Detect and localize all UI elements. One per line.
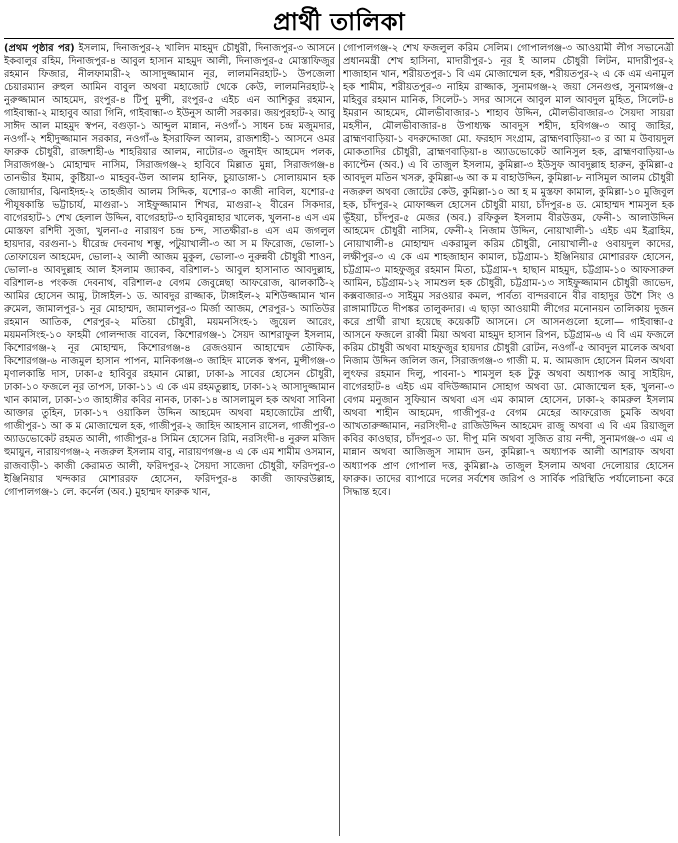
page-header [4,0,674,36]
article-column-right [343,42,674,838]
article-text-right: গোপালগঞ্জ-২ শেখ ফজলুল করিম সেলিম। গোপালগঞ্জ-৩ আওয়ামী লীগ সভানেত্রী প্রধানমন্ত্রী শেখ হাসিনা, মাদারীপুর-১ নূর ই আলম চৌধুরী লিটন, মাদারীপুর-২ শাজাহান খান, শরীয়তপুর-১ বি এম মোজাম্মেল হক, শরীয়তপুর-২ এ কে এম এনামুল হক শামীম, শরীয়তপুর-৩ নাহিম রাজ্জাক, সুনামগঞ্জ-২ জয়া সেনগুপ্ত, সুনামগঞ্জ-৫ মহিবুর রহমান মানিক, সিলেট-১ সদর আসনে আবুল মাল আবদুল মুহিত, সিলেট-৪ ইমরান আহমেদ, মৌলভীবাজার-১ শাহাব উদ্দিন, মৌলভীবাজার-৩ সৈয়দা সায়রা মহসীন, মৌলভীবাজার-৪ উপাধ্যক্ষ আবদুস শহীদ, হবিগঞ্জ-৩ আবু জাহির, ব্রাহ্মণবাড়িয়া-১ বদরুদ্দোজা মো. ফরহাদ সংগ্রাম, ব্রাহ্মণবাড়িয়া-৩ র আ ম উবায়দুল মোকতাদির চৌধুরী, ব্রাহ্মণবাড়িয়া-৪ অ্যাডভোকেট আনিসুল হক, ব্রাহ্মণবাড়িয়া-৬ ক্যাপ্টেন (অব.) এ বি তাজুল ইসলাম, কুমিল্লা-৩ ইউসুফ আবদুল্লাহ হারুন, কুমিল্লা-৫ আবদুল মতিন খসরু, কুমিল্লা-৬ আ ক ম বাহাউদ্দিন, কুমিল্লা-৮ নাসিমুল আলম চৌধুরী নজরুল অথবা জোটের কেউ, কুমিল্লা-১০ আ হ ম মুস্তফা কামাল, কুমিল্লা-১০ মুজিবুল হক, চাঁদপুর-২ মোফাজ্জল হোসেন চৌধুরী মায়া, চাঁদপুর-৪ ড. মোহাম্মদ শামসুল হক ভূঁইয়া, চাঁদপুর-৫ মেজর (অব.) রফিকুল ইসলাম বীরউত্তম, ফেনী-১ আলাউদ্দিন আহমেদ চৌধুরী নাসিম, ফেনী-২ নিজাম উদ্দিন, নোয়াখালী-১ এইচ এম ইব্রাহিম, নোয়াখালী-৪ মোহাম্মদ একরামুল করিম চৌধুরী, নোয়াখালী-৫ ওবায়দুল কাদের, লক্ষীপুর-৩ এ কে এম শাহজাহান কামাল, চট্টগ্রাম-১ ইঞ্জিনিয়ার মোশাররফ হোসেন, চট্টগ্রাম-৩ মাহফুজুর রহমান মিতা, চট্টগ্রাম-৭ হাছান মাহমুদ, চট্টগ্রাম-১০ আফসারুল আমিন, চট্টগ্রাম-১২ সামশুল হক চৌধুরী, চট্টগ্রাম-১৩ সাইফুজ্জামান চৌধুরী জাভেদ, কক্সবাজার-৩ সাইমুম সরওয়ার কমল, পার্বত্য বান্দরবানে বীর বাহাদুর উশৈ সিং ও রাঙ্গামাটিতে দীপঙ্কর তালুকদার। এ ছাড়া আওয়ামী লীগের মনোনয়ন তালিকায় দুজন করে প্রার্থী রাখা হয়েছে কয়েকটি আসনে। সে আসনগুলো হলো— গাইবান্ধা-৫ আসনে ফজলে রাব্বী মিয়া অথবা মাহমুদ হাসান রিপন, চট্টগ্রাম-৬ এ বি এম ফজলে করিম চৌধুরী অথবা মাহফুজুর হায়দার চৌধুরী রোটন, নওগাঁ-৫ আবদুল মালেক অথবা নিজাম উদ্দিন জলিল জন, সিরাজগঞ্জ-৩ গাজী ম. ম. আমজাদ হোসেন মিলন অথবা লুৎফর রহমান দিলু, পাবনা-১ শামসুল হক টুকু অথবা অধ্যাপক আবু সাইয়িদ, বাগেরহাট-৪ এইচ এম বদিউজ্জামান সোহাগ অথবা ডা. মোজাম্মেল হক, খুলনা-৩ বেগম মনুজান সুফিয়ান অথবা এস এম কামাল হোসেন, ঢাকা-২ কামরুল ইসলাম অথবা শাহীন আহমেদ, গাজীপুর-৫ বেগম মেহের আফরোজ চুমকি অথবা আখতারুজ্জামান, নরসিংদী-৫ রাজিউদ্দিন আহমেদ রাজু অথবা এ বি এম রিয়াজুল কবির কাওছার, চাঁদপুর-৩ ডা. দীপু মনি অথবা সুজিত রায় নন্দী, সুনামগঞ্জ-৩ এম এ মান্নান অথবা আজিজুস সামাদ ডন, কুমিল্লা-৭ অধ্যাপক আলী আশরাফ অথবা অধ্যাপক প্রাণ গোপাল দত্ত, কুমিল্লা-৯ তাজুল ইসলাম অথবা দেলোয়ার হোসেন ফারুক। তাদের ব্যাপারে দলের সর্বশেষ জরিপ ও সার্বিক পরিস্থিতি পর্যালোচনা করে সিদ্ধান্ত হবে। [343,43,674,498]
article-columns [4,42,674,838]
title-rule [4,38,674,39]
continuation-lead: (প্রথম পৃষ্ঠার পর) [4,43,75,54]
article-column-left [4,42,335,838]
article-text-left: ইসলাম, দিনাজপুর-২ খালিদ মাহমুদ চৌধুরী, দিনাজপুর-৩ আসনে ইকবালুর রহিম, দিনাজপুর-৪ আবুল হাসান মাহমুদ আলী, দিনাজপুর-৫ মোস্তাফিজুর রহমান ফিজার, নীলফামারী-২ আসাদুজ্জামান নূর, লালমনিরহাট-১ উপজেলা চেয়ারম্যান রুহুল আমিন বাবুল অথবা মহাজোট থেকে কেউ, লালমনিরহাট-২ নুরুজ্জামান আহমেদ, রংপুর-৪ টিপু মুন্সী, রংপুর-৫ এইচ এন আশিকুর রহমান, গাইবান্ধা-২ মাহাবুব আরা গিনি, গাইবান্ধা-৩ ইউনুস আলী সরকার। জয়পুরহাট-২ আবু সাঈদ আল মাহমুদ স্বপন, বগুড়া-১ আব্দুল মান্নান, নওগাঁ-১ সাধন চন্দ্র মজুমদার, নওগাঁ-২ শহীদুজ্জামান সরকার, নওগাঁ-৬ ইসরাফিল আলম, রাজশাহী-১ আসনে ওমর ফারুক চৌধুরী, রাজশাহী-৬ শাহরিয়ার আলম, নাটোর-৩ জুনাইদ আহমেদ পলক, সিরাজগঞ্জ-১ মোহাম্মদ নাসিম, সিরাজগঞ্জ-২ হাবিবে মিল্লাত মুন্না, সিরাজগঞ্জ-৪ তানভীর ইমাম, কুষ্টিয়া-৩ মাহবুব-উল আলম হানিফ, চুয়াডাঙ্গা-১ সোলায়মান হক জোয়ার্দার, ঝিনাইদহ-২ তাহজীব আলম সিদ্দিক, যশোর-৩ কাজী নাবিল, যশোর-৫ পীযূষকান্তি ভট্টাচার্য, মাগুরা-১ সাইফুজ্জামান শিখর, মাগুরা-২ বীরেন সিকদার, বাগেরহাট-১ শেখ হেলাল উদ্দিন, বাগেরহাট-৩ হাবিবুন্নাহার খালেক, খুলনা-৪ এস এম মোস্তফা রশিদী সুজা, খুলনা-৫ নারায়ণ চন্দ্র চন্দ, সাতক্ষীরা-৪ এস এম জগলুল হায়দার, বরগুনা-১ ধীরেন্দ্র দেবনাথ শম্ভু, পটুয়াখালী-৩ আ স ম ফিরোজ, ভোলা-১ তোফায়েল আহমেদ, ভোলা-২ আলী আজম মুকুল, ভোলা-৩ নুরুন্নবী চৌধুরী শাওন, ভোলা-৪ আবদুল্লাহ আল ইসলাম জ্যাকব, বরিশাল-১ আবুল হাসানাত আবদুল্লাহ, বরিশাল-৪ পংকজ দেবনাথ, বরিশাল-৫ বেগম জেবুন্নেছা আফরোজ, ঝালকাঠি-২ আমির হোসেন আমু, টাঙ্গাইল-১ ড. আবদুর রাজ্জাক, টাঙ্গাইল-২ মশিউজ্জামান খান রুমেল, জামালপুর-১ নূর মোহাম্মদ, জামালপুর-৩ মির্জা আজম, শেরপুর-১ আতিউর রহমান আতিক, শেরপুর-২ মতিয়া চৌধুরী, ময়মনসিংহ-১ জুয়েল আরেং, ময়মনসিংহ-১০ ফাহমী গোলন্দাজ বাবেল, কিশোরগঞ্জ-১ সৈয়দ আশরাফুল ইসলাম, কিশোরগঞ্জ-২ নূর মোহাম্মদ, কিশোরগঞ্জ-৪ রেজওয়ান আহাম্মেদ তৌফিক, কিশোরগঞ্জ-৬ নাজমুল হাসান পাপন, মানিকগঞ্জ-৩ জাহিদ মালেক স্বপন, মুন্সীগঞ্জ-৩ মৃণালকান্তি দাস, ঢাকা-৫ হাবিবুর রহমান মোল্লা, ঢাকা-৯ সাবের হোসেন চৌধুরী, ঢাকা-১০ ফজলে নূর তাপস, ঢাকা-১১ এ কে এম রহমতুল্লাহ, ঢাকা-১২ আসাদুজ্জামান খান কামাল, ঢাকা-১৩ জাহাঙ্গীর কবির নানক, ঢাকা-১৪ আসলামুল হক অথবা সাবিনা আক্তার তুহিন, ঢাকা-১৭ ওয়াকিল উদ্দিন আহমেদ অথবা মহাজোটের প্রার্থী, গাজীপুর-১ আ ক ম মোজাম্মেল হক, গাজীপুর-২ জাহিদ আহসান রাসেল, গাজীপুর-৩ অ্যাডভোকেট রহমত আলী, গাজীপুর-৪ সিমিন হোসেন রিমি, নরসিংদী-৪ নুরুল মজিদ হুমায়ুন, নারায়ণগঞ্জ-২ নজরুল ইসলাম বাবু, নারায়ণগঞ্জ-৪ এ কে এম শামীম ওসমান, রাজবাড়ী-১ কাজী কেরামত আলী, ফরিদপুর-২ সৈয়দা সাজেদা চৌধুরী, ফরিদপুর-৩ ইঞ্জিনিয়ার খন্দকার মোশাররফ হোসেন, ফরিদপুর-৪ কাজী জাফরউল্লাহ, গোপালগঞ্জ-১ লে. কর্নেল (অব.) মুহাম্মদ ফারুক খান, [4,43,335,498]
page-title: প্রার্থী তালিকা [272,8,406,36]
column-divider [339,44,340,836]
